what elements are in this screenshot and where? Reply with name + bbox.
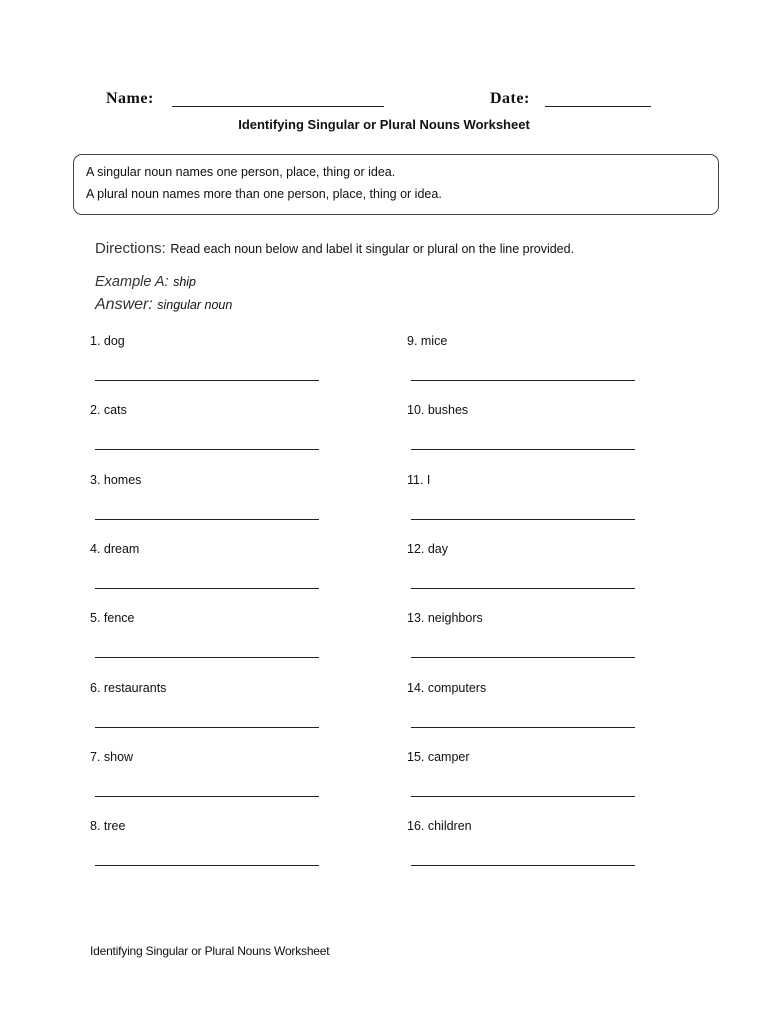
noun-item-label: 11. I (407, 472, 431, 487)
plural-definition: A plural noun names more than one person, place, thing or idea. (86, 187, 442, 201)
answer-line[interactable] (411, 727, 635, 728)
noun-item-label: 9. mice (407, 334, 448, 348)
answer-line[interactable] (411, 657, 635, 658)
answer-line[interactable] (95, 519, 319, 520)
answer-line[interactable] (95, 727, 319, 728)
noun-item-label: 6. restaurants (90, 680, 167, 695)
name-field-line[interactable] (172, 106, 384, 107)
worksheet-title: Identifying Singular or Plural Nouns Worksheet (238, 117, 530, 132)
footer-text: Identifying Singular or Plural Nouns Worksheet (90, 944, 330, 958)
noun-item-label: 5. fence (90, 611, 135, 626)
directions (95, 240, 574, 258)
noun-item-label: 14. computers (407, 680, 487, 695)
noun-item-label: 15. camper (407, 749, 470, 764)
noun-item-label: 10. bushes (407, 403, 469, 418)
example-row (95, 273, 196, 291)
noun-item-label: 1. dog (90, 334, 125, 348)
answer-line[interactable] (95, 449, 319, 450)
answer-line[interactable] (411, 519, 635, 520)
answer-line[interactable] (95, 588, 319, 589)
example-label: Example A: (95, 274, 169, 290)
directions-text: Read each noun below and label it singular or plural on the line provided. (170, 242, 575, 256)
noun-item-label: 16. children (407, 819, 472, 834)
answer-line[interactable] (95, 657, 319, 658)
noun-item-label: 13. neighbors (407, 611, 483, 626)
answer-line[interactable] (95, 865, 319, 866)
singular-definition: A singular noun names one person, place, thing or idea. (86, 165, 396, 179)
date-field-line[interactable] (545, 106, 651, 107)
answer-value: singular noun (157, 298, 233, 312)
noun-item-label: 2. cats (90, 403, 127, 418)
answer-line[interactable] (411, 449, 635, 450)
answer-line[interactable] (411, 588, 635, 589)
answer-line[interactable] (411, 796, 635, 797)
noun-item-label: 3. homes (90, 472, 142, 487)
answer-row (95, 296, 232, 314)
answer-line[interactable] (95, 796, 319, 797)
answer-line[interactable] (411, 380, 635, 381)
answer-label: Answer: (95, 296, 153, 313)
noun-item-label: 4. dream (90, 541, 140, 556)
date-label: Date: (490, 90, 530, 107)
noun-item-label: 8. tree (90, 819, 126, 834)
directions-label: Directions: (95, 240, 166, 257)
answer-line[interactable] (95, 380, 319, 381)
definition-box (73, 154, 719, 215)
name-label: Name: (106, 90, 154, 107)
noun-item-label: 12. day (407, 541, 449, 556)
example-value: ship (173, 275, 196, 289)
answer-line[interactable] (411, 865, 635, 866)
noun-item-label: 7. show (90, 749, 134, 764)
